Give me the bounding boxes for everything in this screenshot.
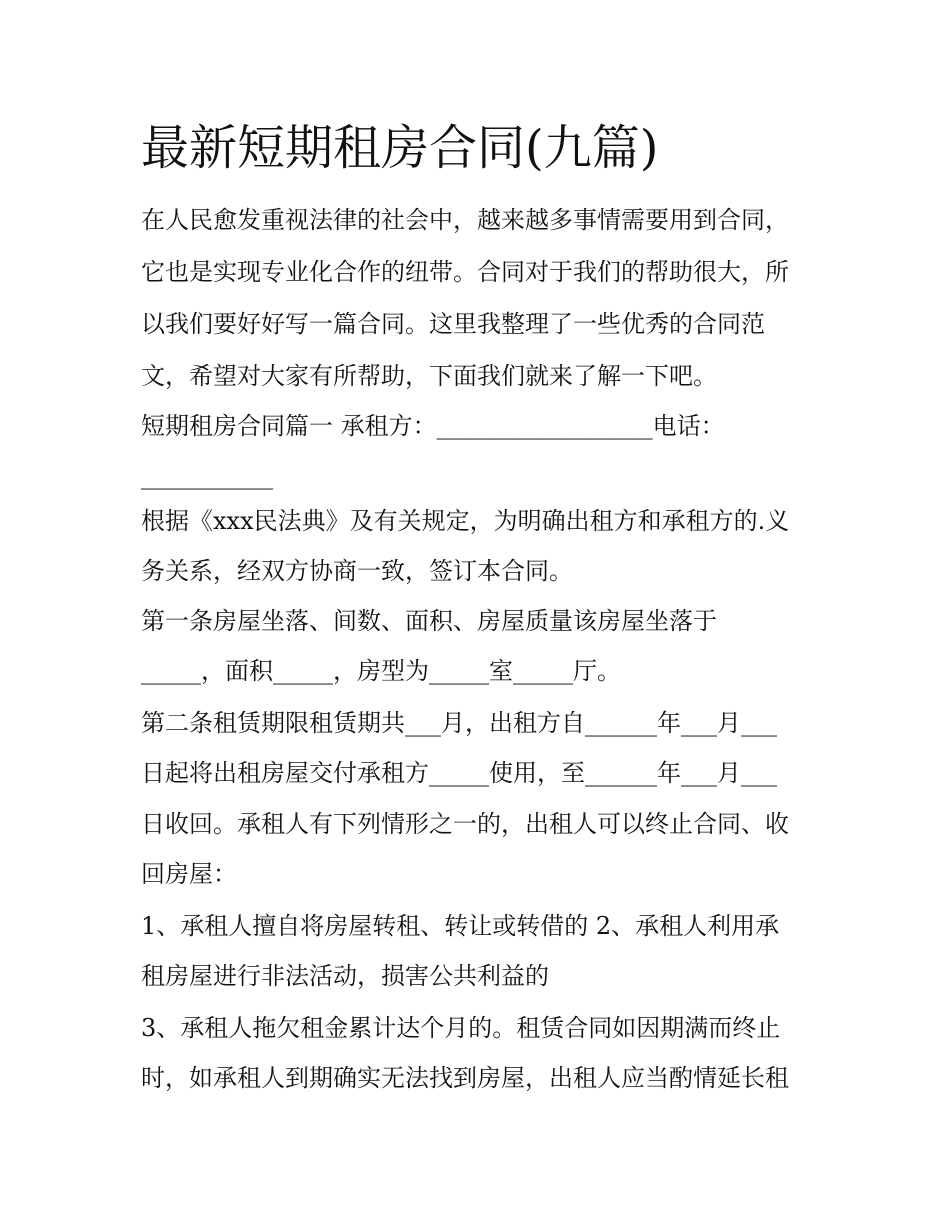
document-title: 最新短期租房合同(九篇)	[141, 120, 659, 176]
body-line-item3-1: 3、承租人拖欠租金累计达个月的。租赁合同如因期满而终止	[141, 1014, 781, 1042]
body-line-article1-1: 第一条房屋坐落、间数、面积、房屋质量该房屋坐落于	[141, 607, 717, 635]
body-line-item3-2: 时，如承租人到期确实无法找到房屋，出租人应当酌情延长租	[141, 1064, 789, 1092]
body-line-article2-3: 日收回。承租人有下列情形之一的，出租人可以终止合同、收	[141, 810, 789, 838]
body-line-intro-2: 它也是实现专业化合作的纽带。合同对于我们的帮助很大，所	[141, 258, 789, 286]
body-line-article1-2: _____，面积_____，房型为_____室_____厅。	[141, 657, 621, 685]
body-line-basis-2: 务关系，经双方协商一致，签订本合同。	[141, 557, 573, 585]
body-line-item2-cont: 租房屋进行非法活动，损害公共利益的	[141, 962, 549, 990]
body-line-item1-2: 1、承租人擅自将房屋转租、转让或转借的 2、承租人利用承	[141, 912, 780, 940]
body-line-party: 短期租房合同篇一 承租方：__________________电话：	[141, 412, 725, 440]
body-line-article2-1: 第二条租赁期限租赁期共___月，出租方自______年___月___	[141, 709, 777, 737]
body-line-phone-blank: ___________	[141, 462, 273, 490]
body-line-article2-4: 回房屋：	[141, 860, 237, 888]
body-line-intro-1: 在人民愈发重视法律的社会中，越来越多事情需要用到合同，	[141, 206, 789, 234]
body-line-basis-1: 根据《xxx民法典》及有关规定，为明确出租方和承租方的.义	[141, 507, 790, 535]
body-line-article2-2: 日起将出租房屋交付承租方_____使用，至______年___月___	[141, 759, 777, 787]
body-line-intro-3: 以我们要好好写一篇合同。这里我整理了一些优秀的合同范	[141, 310, 765, 338]
body-line-intro-4: 文，希望对大家有所帮助，下面我们就来了解一下吧。	[141, 362, 717, 390]
